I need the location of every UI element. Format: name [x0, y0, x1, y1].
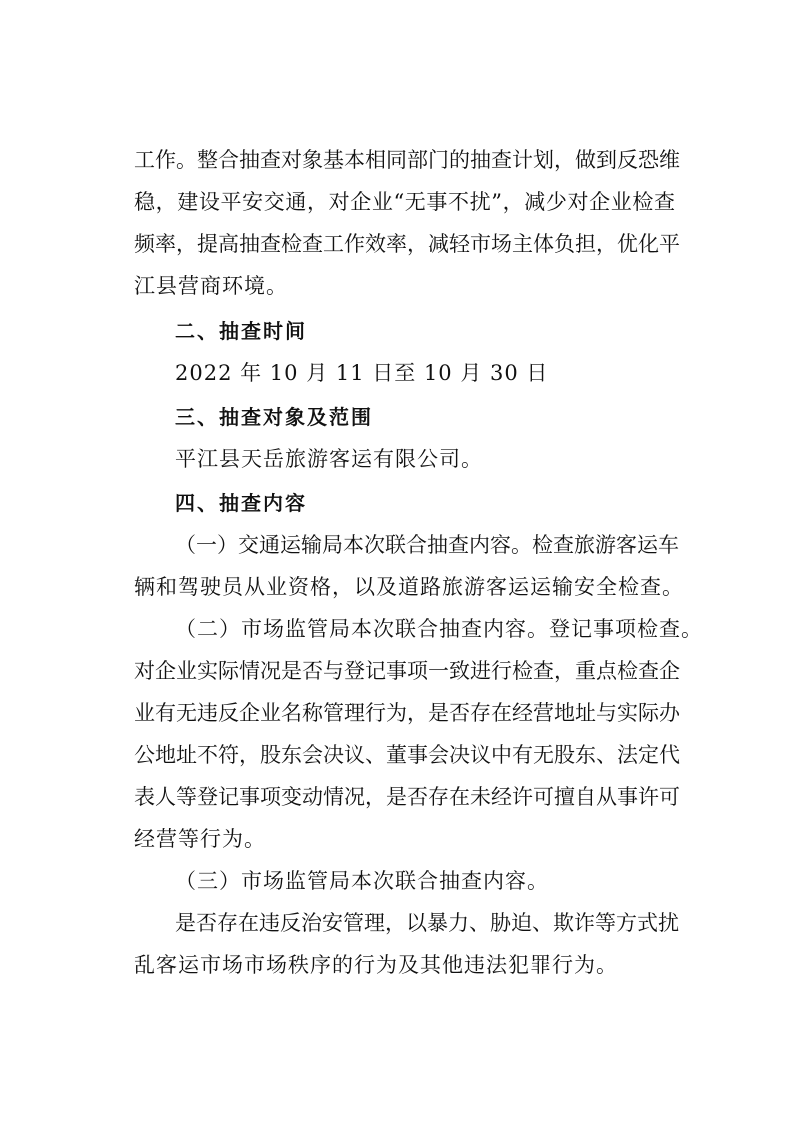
paragraph-line: 工作。整合抽查对象基本相同部门的抽查计划，做到反恐维	[134, 148, 680, 172]
paragraph-line: 是否存在违反治安管理，以暴力、胁迫、欺诈等方式扰	[175, 911, 679, 935]
section-heading-time: 二、抽查时间	[175, 319, 307, 343]
paragraph-line: 乱客运市场市场秩序的行为及其他违法犯罪行为。	[134, 953, 618, 977]
section-heading-scope: 三、抽查对象及范围	[175, 405, 373, 429]
paragraph-line: （二）市场监管局本次联合抽查内容。登记事项检查。	[175, 617, 703, 641]
paragraph-line: 表人等登记事项变动情况，是否存在未经许可擅自从事许可	[134, 785, 680, 809]
paragraph-line: 辆和驾驶员从业资格，以及道路旅游客运运输安全检查。	[134, 575, 684, 599]
company-name: 平江县天岳旅游客运有限公司。	[175, 447, 483, 471]
paragraph-line: （三）市场监管局本次联合抽查内容。	[175, 869, 549, 893]
paragraph-line: 公地址不符，股东会决议、董事会决议中有无股东、法定代	[134, 743, 680, 767]
paragraph-line: 江县营商环境。	[134, 274, 288, 298]
paragraph-line: 业有无违反企业名称管理行为，是否存在经营地址与实际办	[134, 701, 680, 725]
paragraph-line: （一）交通运输局本次联合抽查内容。检查旅游客运车	[175, 533, 679, 557]
inspection-date: 2022 年 10 月 11 日至 10 月 30 日	[175, 361, 549, 385]
section-heading-content: 四、抽查内容	[175, 491, 307, 515]
paragraph-line: 频率，提高抽查检查工作效率，减轻市场主体负担，优化平	[134, 232, 680, 256]
paragraph-line: 对企业实际情况是否与登记事项一致进行检查，重点检查企	[134, 659, 680, 683]
paragraph-line: 稳，建设平安交通，对企业“无事不扰”，减少对企业检查	[134, 190, 675, 214]
paragraph-line: 经营等行为。	[134, 827, 266, 851]
